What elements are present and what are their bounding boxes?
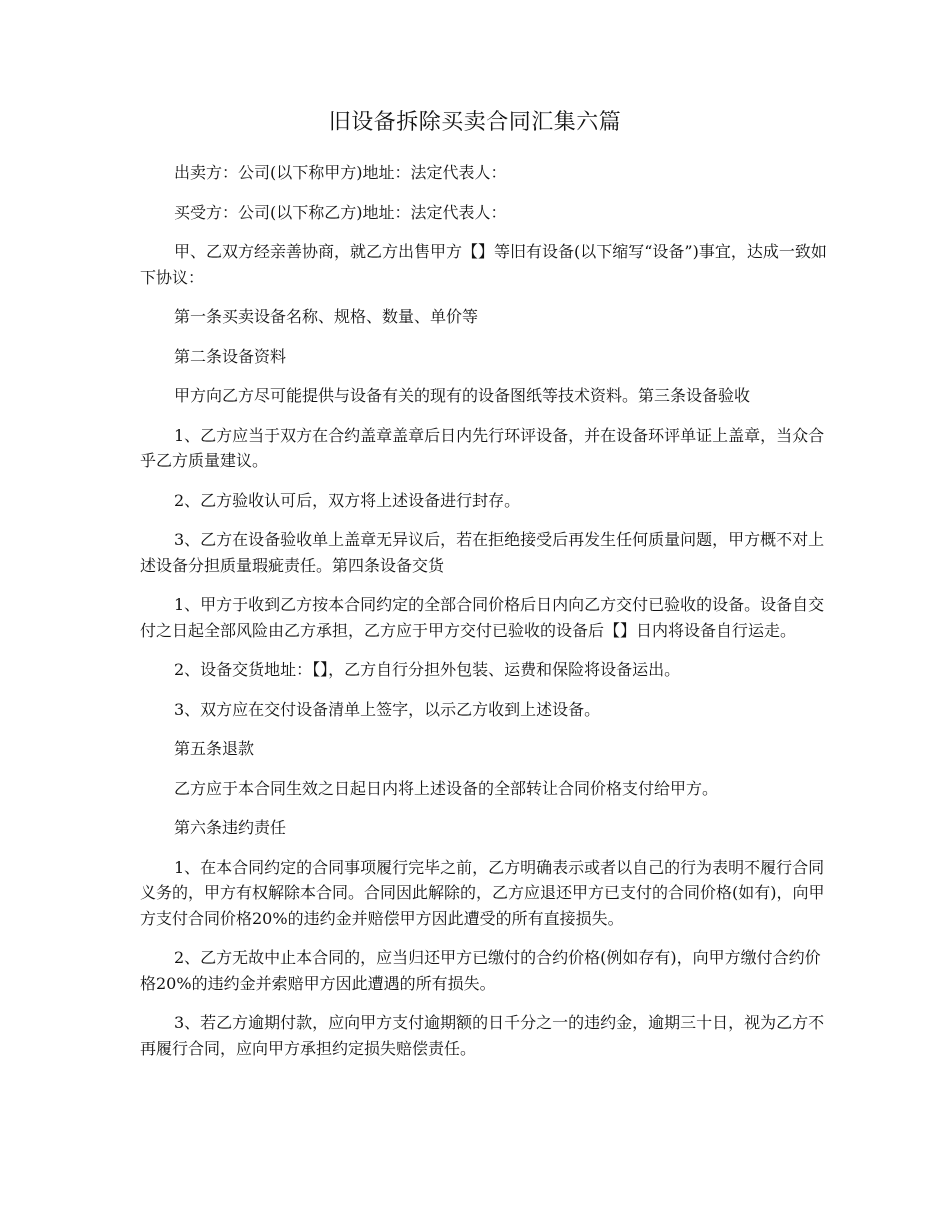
article-2-body: 甲方向乙方尽可能提供与设备有关的现有的设备图纸等技术资料。第三条设备验收 (174, 386, 751, 405)
article-4-clause-2: 2、设备交货地址：【】，乙方自行分担外包装、运费和保险将设备运出。 (174, 660, 681, 679)
article-3-clause-2: 2、乙方验收认可后，双方将上述设备进行封存。 (174, 490, 521, 510)
article-6-clause-1: 1、在本合同约定的合同事项履行完毕之前，乙方明确表示或者以自己的行为表明不履行合同义务的，甲方有权解除本合同。合同因此解除的，乙方应退还甲方已支付的合同价格(如有)，向甲方支付合同价格20%的违约金并赔偿甲方因此遭受的所有直接损失。 (140, 857, 825, 928)
article-1-heading: 第一条买卖设备名称、规格、数量、单价等 (174, 307, 479, 326)
document-title: 旧设备拆除买卖合同汇集六篇 (328, 110, 622, 135)
article-3-clause-3: 3、乙方在设备验收单上盖章无异议后，若在拒绝接受后再发生任何质量问题，甲方概不对上述设备分担质量瑕疵责任。第四条设备交货 (140, 530, 825, 575)
preamble: 甲、乙双方经亲善协商，就乙方出售甲方【】等旧有设备(以下缩写“设备”)事宜，达成一致如下协议： (140, 242, 827, 287)
party-buyer: 买受方：公司(以下称乙方)地址：法定代表人： (174, 202, 507, 222)
document-body (140, 160, 830, 1075)
article-6-clause-2: 2、乙方无故中止本合同的，应当归还甲方已缴付的合约价格(例如存有)，向甲方缴付合约价格20%的违约金并索赔甲方因此遭遇的所有损失。 (140, 948, 821, 993)
article-5-body: 乙方应于本合同生效之日起日内将上述设备的全部转让合同价格支付给甲方。 (174, 778, 719, 798)
article-3-clause-1: 1、乙方应当于双方在合约盖章盖章后日内先行环评设备，并在设备环评单证上盖章，当众合乎乙方质量建议。 (140, 425, 825, 470)
article-2-heading: 第二条设备资料 (174, 346, 287, 366)
party-seller: 出卖方：公司(以下称甲方)地址：法定代表人： (174, 163, 507, 182)
article-5-heading: 第五条退款 (174, 739, 255, 758)
article-4-clause-3: 3、双方应在交付设备清单上签字，以示乙方收到上述设备。 (174, 699, 601, 719)
article-6-heading: 第六条违约责任 (174, 818, 287, 837)
article-6-clause-3: 3、若乙方逾期付款，应向甲方支付逾期额的日千分之一的违约金，逾期三十日，视为乙方不再履行合同，应向甲方承担约定损失赔偿责任。 (140, 1013, 825, 1058)
article-4-clause-1: 1、甲方于收到乙方按本合同约定的全部合同价格后日内向乙方交付已验收的设备。设备自交付之日起全部风险由乙方承担，乙方应于甲方交付已验收的设备后【】日内将设备自行运走。 (140, 595, 825, 640)
